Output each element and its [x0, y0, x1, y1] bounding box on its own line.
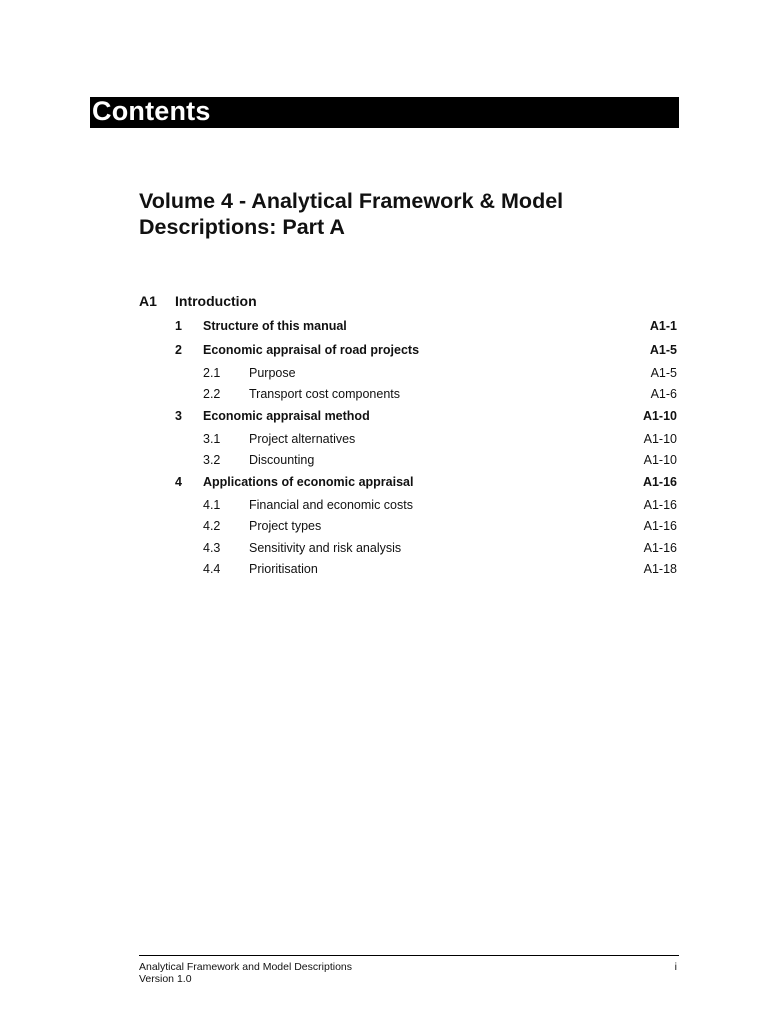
- toc-subentry[interactable]: [0, 387, 768, 405]
- toc-entry-title: Applications of economic appraisal: [203, 475, 414, 489]
- toc-entry-number: 3.1: [203, 432, 221, 446]
- toc-subentry[interactable]: [0, 498, 768, 516]
- toc-subentry[interactable]: [0, 453, 768, 471]
- toc-entry-number: 1: [175, 319, 182, 333]
- toc-entry-number: 3.2: [203, 453, 221, 467]
- toc-entry-number: 4.3: [203, 541, 221, 555]
- toc-entry-page: A1-16: [643, 519, 677, 533]
- toc-entry[interactable]: [0, 409, 768, 427]
- footer-text: [139, 961, 352, 985]
- footer-document-title: Analytical Framework and Model Descriptions: [139, 961, 352, 973]
- toc-entry-page: A1-16: [643, 498, 677, 512]
- toc-entry-number: 4.1: [203, 498, 221, 512]
- toc-entry-number: 2.1: [203, 366, 221, 380]
- page-title: Contents: [92, 96, 211, 126]
- footer-divider: [139, 955, 679, 956]
- toc-entry-number: 4: [175, 475, 182, 489]
- section-title: Introduction: [175, 293, 257, 309]
- toc-subentry[interactable]: [0, 366, 768, 384]
- toc-entry-title: Purpose: [249, 366, 296, 380]
- toc-entry-title: Sensitivity and risk analysis: [249, 541, 402, 555]
- section-number: A1: [139, 293, 157, 309]
- toc-entry-page: A1-16: [642, 475, 677, 489]
- toc-entry-title: Financial and economic costs: [249, 498, 413, 512]
- toc-entry-title: Structure of this manual: [203, 319, 347, 333]
- toc-entry-title: Economic appraisal method: [203, 409, 370, 423]
- toc-entry-page: A1-10: [642, 409, 677, 423]
- toc-entry-number: 4.2: [203, 519, 221, 533]
- toc-entry-page: A1-16: [643, 541, 677, 555]
- toc-entry-title: Transport cost components: [249, 387, 400, 401]
- toc-entry[interactable]: [0, 319, 768, 337]
- toc-entry-title: Discounting: [249, 453, 315, 467]
- toc-subentry[interactable]: [0, 541, 768, 559]
- footer-page-number: i: [674, 961, 677, 973]
- volume-title: Volume 4 - Analytical Framework & Model Descriptions: Part A: [139, 189, 564, 239]
- toc-entry-page: A1-1: [649, 319, 677, 333]
- footer-version: Version 1.0: [139, 973, 192, 985]
- toc-entry-number: 2: [175, 343, 182, 357]
- toc-entry-title: Prioritisation: [249, 562, 318, 576]
- toc-entry-number: 3: [175, 409, 182, 423]
- toc-entry[interactable]: [0, 343, 768, 361]
- toc-entry-title: Economic appraisal of road projects: [203, 343, 420, 357]
- toc-entry-page: A1-10: [643, 432, 677, 446]
- toc-subentry[interactable]: [0, 432, 768, 450]
- toc-entry[interactable]: [0, 475, 768, 493]
- contents-banner: [90, 97, 679, 128]
- toc-subentry[interactable]: [0, 519, 768, 537]
- toc-entry-title: Project types: [249, 519, 322, 533]
- toc-entry-number: 4.4: [203, 562, 221, 576]
- toc-entry-page: A1-6: [650, 387, 677, 401]
- toc-entry-page: A1-5: [649, 343, 677, 357]
- toc-entry-page: A1-5: [650, 366, 677, 380]
- toc-entry-page: A1-10: [643, 453, 677, 467]
- toc-entry-page: A1-18: [643, 562, 677, 576]
- toc-subentry[interactable]: [0, 562, 768, 580]
- toc-entry-number: 2.2: [203, 387, 221, 401]
- toc-entry-title: Project alternatives: [249, 432, 356, 446]
